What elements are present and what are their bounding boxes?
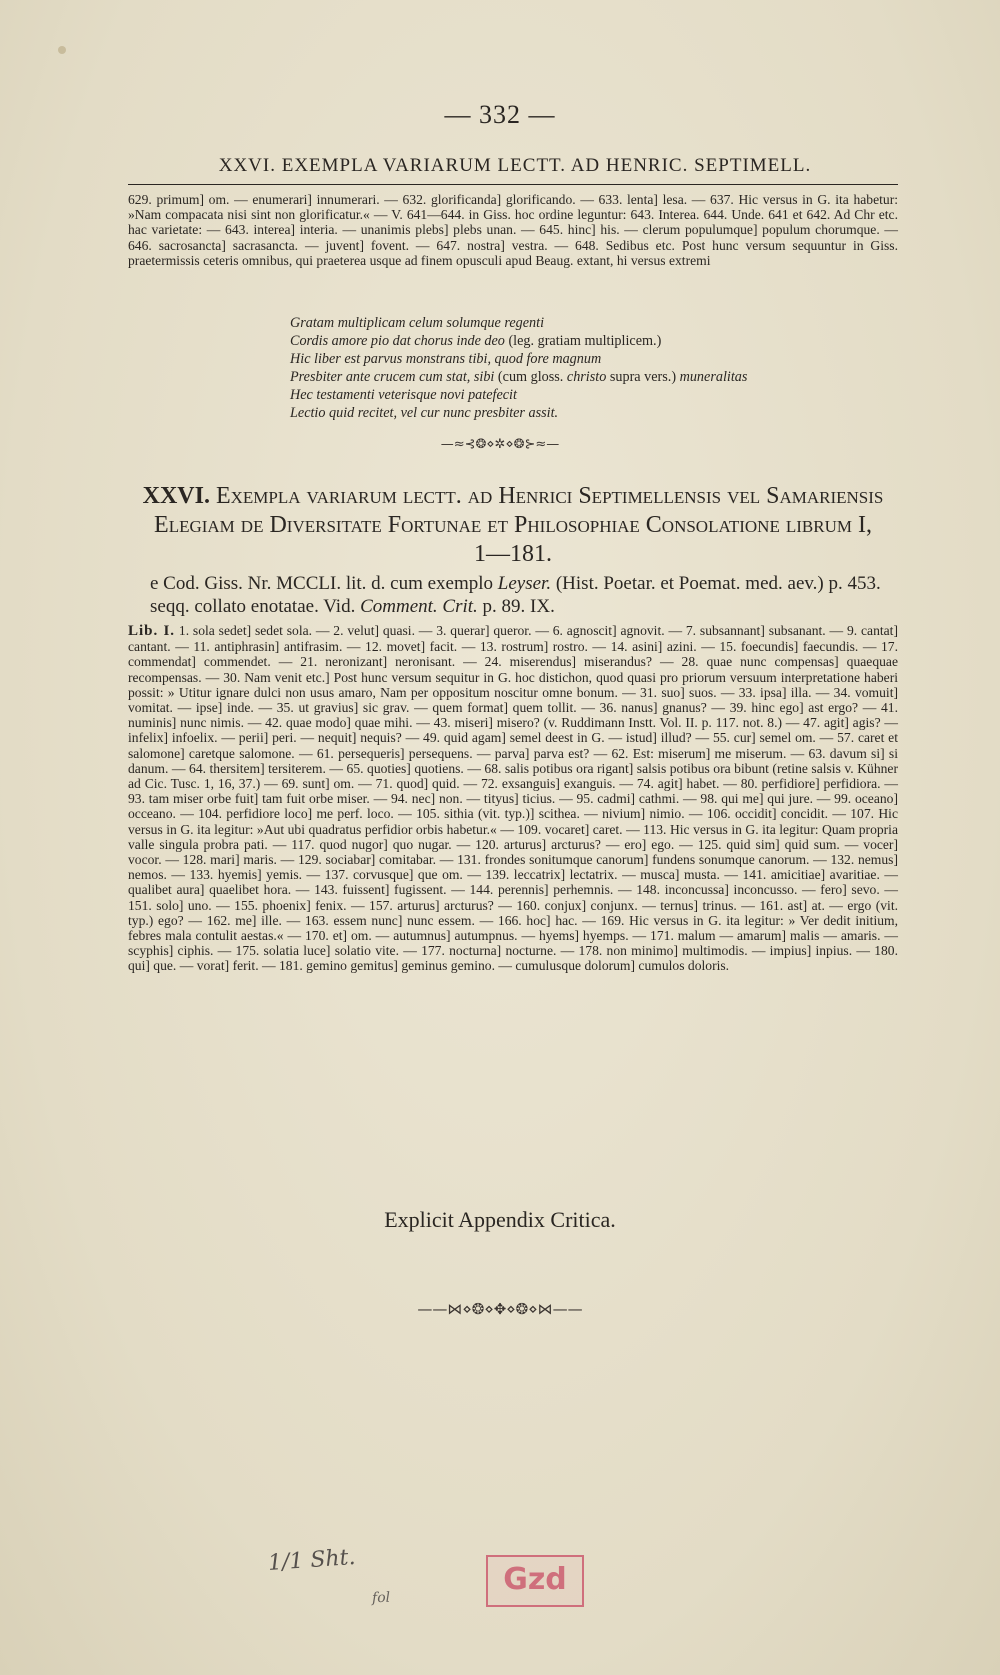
paper-spot — [58, 46, 66, 54]
ornament-divider: —≈⊰❂⋄✲⋄❂⊱≈— — [440, 437, 560, 452]
header-rule — [128, 184, 898, 185]
title-line-2: Elegiam de Diversitate Fortunae et Philosophiae Consolatione librum I, — [154, 512, 872, 538]
verse-gloss: christo — [566, 369, 607, 385]
handwritten-note: 1/1 Sht. — [267, 1544, 357, 1577]
source-text: p. 89. IX. — [482, 596, 555, 617]
lib-label: Lib. I. — [128, 623, 176, 639]
verse-line: Hec testamenti veterisque novi patefecit — [290, 387, 517, 403]
verse-text: Cordis amore pio dat chorus inde deo — [290, 333, 505, 349]
verse-gloss: muneralitas — [679, 369, 748, 385]
source-text: e Cod. Giss. Nr. MCCLI. lit. d. cum exemplo — [150, 573, 494, 594]
verse-line — [290, 332, 890, 350]
source-note — [150, 572, 890, 618]
page-number: — 332 — — [444, 100, 556, 129]
verse-line: Hic liber est parvus monstrans tibi, quod fore magnum — [290, 351, 602, 367]
ornament-divider-bottom: ——⋈⋄❂⋄✥⋄❂⋄⋈—— — [417, 1300, 583, 1318]
running-head: XXVI. EXEMPLA VARIARUM LECTT. AD HENRIC. SEPTIMELL. — [218, 155, 812, 176]
title-line-3: 1—181. — [474, 541, 552, 567]
source-author: Leyser. — [497, 573, 552, 594]
title-line-1: Exempla variarum lectt. ad Henrici Septimellensis vel Samariensis — [215, 483, 884, 509]
handwritten-note-2: fol — [371, 1589, 391, 1607]
notes-main — [128, 623, 898, 974]
verse-text: Presbiter ante crucem cum stat, sibi — [290, 369, 495, 385]
verse-annotation: (leg. gratiam multiplicem.) — [508, 333, 662, 349]
verse-line: Lectio quid recitet, vel cur nunc presbiter assit. — [290, 405, 559, 421]
notes-main-text: 1. sola sedet] sedet sola. — 2. velut] quasi. — 3. querar] queror. — 6. agnoscit] agnovit. — 7. subsannant] subsanant. — 9. cantat] cantant. — 11. antiphrasin] antifrasim. — 12. movet] facit. — 13. rostrum] rostro. — 14. asini] azini. — 15. foecundis] faecundis. — 17. commendat] commendet. — 21. neronizant] neronisant. — 24. miserendus] miserandus? — 28. quae nunc compensas] quaequae recompensas. — 30. Nam venit etc.] Post hunc versum sequitur in G. hoc distichon, quod quasi pro priorum versuum interpretatione haberi possit: » Utitur ignare dulci non usus amaro, Nam per oppositum noscitur omne bonum. — 31. suo] suos. — 33. ipsa] illa. — 34. vomuit] vomitat. — ipse] inde. — 35. ut gravius] sic grav. — quem format] quem tollit. — 36. nanus] gnanus? — 39. hinc ego] ast ergo? — 41. numinis] nunc nimis. — 42. quae modo] quae mihi. — 43. miseri] misero? (v. Ruddimann Instt. Vol. II. p. 117. not. 8.) — 47. agit] agis? — infelix] infoelix. — perii] peri. — nequit] nequis? — 49. quid agam] semel deest in G. — istud] illud? — 55. cur] semel om. — 57. caret et salomone] caretque salomone. — 61. persequeris] persequens. — parva] parva est? — 62. Est: miserum] me miserum. — 63. davum si] si danum. — 64. thersitem] tersiterem. — 65. quoties] quotiens. — 68. salis potibus ora rigant] salsis potibus ora bibunt (retine salsis v. Kühner ad Cic. Tusc. 1, 16, 37.) — 69. sunt] om. — 71. quod] quid. — 72. exsanguis] exanguis. — 74. agit] habet. — 80. perfidiore] perfidiora. — 93. tam miser orbe fuit] tam fuit orbe miser. — 94. nec] non. — tityus] ticius. — 95. cadmi] cathmi. — 98. qui me] qui jure. — 99. oceano] occeano. — 104. perfidiore loco] me perf. loco. — 105. sithia (vit. typ.)] scithea. — nivium] nimio. — 106. occidit] concidit. — 107. Hic versus in G. ita legitur: »Aut ubi quadratus perfidior orbis habetur.« — 109. vocaret] caret. — 113. Hic versus in G. ita legitur: Quam propria valle singula probra pati. — 117. quod nugor] quo nugar. — 120. arturus] arcturus? — ero] ego. — 125. quid sim] quid sum. — vocer] vocor. — 128. mari] maris. — 129. sociabar] comitabar. — 131. frondes sonitumque canorum] fundens sonumque canorum. — 132. nemus] nemos. — 133. hyemis] yemis. — 137. corvusque] que om. — 139. leccatrix] lectatrix. — musca] musta. — 141. amicitiae] avaritiae. — qualibet aura] quaelibet hora. — 143. fuissent] fugissent. — 144. perennis] perhemnis. — 148. inconcussa] inconcusso. — fero] sevo. — 151. solo] uno. — 155. phoenix] fenix. — 157. arturus] arcturus? — 160. conjux] conjunx. — ternus] trinus. — 161. ast] at. — ergo (vit. typ.) ego? — 162. me] ille. — 163. essem nunc] nunc essem. — 166. hoc] hac. — 169. Hic versus in G. ita legitur: » Ver dedit initium, febres mala contulit aestas.« — 170. et] om. — autumnus] autumpnus. — hyems] hyemps. — 171. malum — amarum] malis — amaris. — scyphis] ciphis. — 175. solatia luce] solatio vite. — 177. nocturna] nocturne. — 178. non minimo] multimodis. — impius] inpius. — 180. qui] que. — vorat] ferit. — 181. gemino gemitus] geminus gemino. — cumulusque dolorum] cumulos doloris. — [128, 623, 898, 974]
source-comment: Comment. Crit. — [360, 596, 478, 617]
library-stamp: Gzd — [486, 1555, 584, 1607]
explicit-line: Explicit Appendix Critica. — [384, 1207, 616, 1232]
section-title — [128, 482, 898, 569]
verse-line — [290, 368, 890, 386]
source-text: (Hist. Poetar. et Poemat. med. aev.) p. 453. seqq. collato enotatae. Vid. — [150, 573, 881, 617]
section-number: XXVI. — [142, 483, 210, 509]
verses-block — [290, 314, 890, 422]
verse-annotation: supra vers.) — [609, 369, 677, 385]
notes-top: 629. primum] om. — enumerari] innumerari. — 632. glorificanda] glorificando. — 633. lenta] lesa. — 637. Hic versus in G. ita habetur: »Nam compacata nisi sint non glorificatur.« — V. 641—644. in Giss. hoc ordine leguntur: 643. Interea. 644. Unde. 641 et 642. Ad Chr etc. hac varietate: — 643. interea] interia. — unanimis plebs] plebs unan. — 645. hinc] his. — clerum populumque] populum chorumque. — 646. sacrosancta] sacrasancta. — juvent] fovent. — 647. nostra] vestra. — 648. Sedibus etc. Post hunc versum sequuntur in Giss. praetermissis ceteris omnibus, qui praeterea usque ad finem opusculi apud Beaug. extant, hi versus extremi — [128, 192, 898, 268]
verse-annotation: (cum gloss. — [497, 369, 564, 385]
verse-line: Gratam multiplicam celum solumque regenti — [290, 315, 545, 331]
